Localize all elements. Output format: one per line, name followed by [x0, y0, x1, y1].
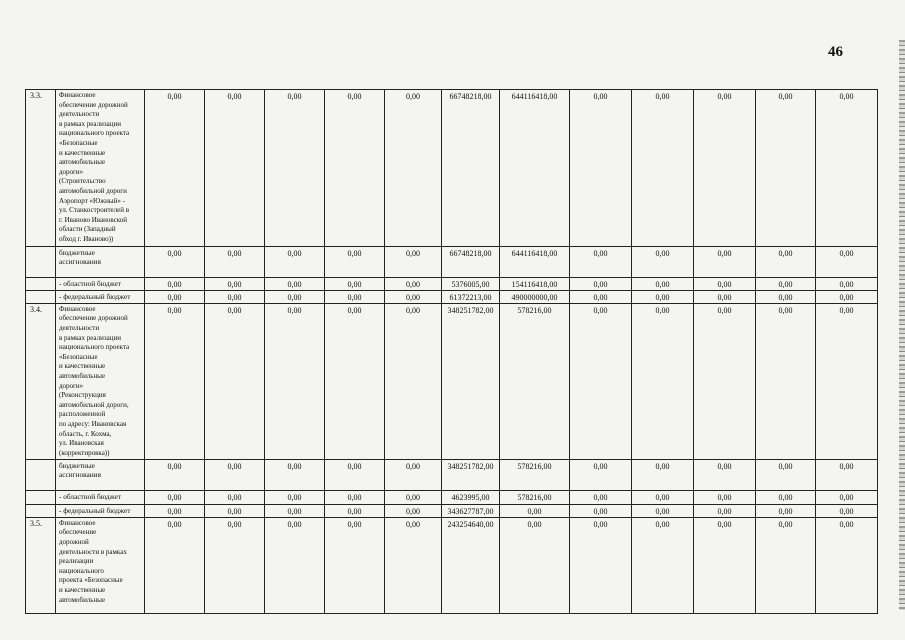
value-cell: 490000000,00 [500, 290, 570, 303]
value-cell: 0,00 [570, 277, 632, 290]
value-cell: 0,00 [570, 517, 632, 613]
value-cell: 0,00 [145, 491, 205, 504]
table-row [26, 246, 878, 277]
value-cell: 0,00 [570, 303, 632, 460]
value-cell: 0,00 [145, 290, 205, 303]
value-cell: 0,00 [570, 460, 632, 491]
value-cell: 348251782,00 [442, 460, 500, 491]
table-row [26, 517, 878, 613]
value-cell: 0,00 [145, 303, 205, 460]
value-cell: 0,00 [632, 277, 694, 290]
value-cell: 0,00 [570, 491, 632, 504]
value-cell: 0,00 [694, 90, 756, 247]
value-cell: 0,00 [145, 246, 205, 277]
value-cell: 0,00 [145, 517, 205, 613]
value-cell: 0,00 [816, 246, 878, 277]
value-cell: 0,00 [265, 277, 325, 290]
row-name: Финансовое обеспечение дорожной деятельности в рамках реализации национального проекта «Безопасные и качественные автомобильные [56, 517, 145, 613]
value-cell: 0,00 [694, 517, 756, 613]
row-index [26, 246, 56, 277]
value-cell: 0,00 [205, 491, 265, 504]
value-cell: 0,00 [756, 90, 816, 247]
value-cell: 0,00 [265, 90, 325, 247]
value-cell: 0,00 [694, 504, 756, 517]
value-cell: 0,00 [385, 460, 442, 491]
row-name: бюджетные ассигнования [56, 246, 145, 277]
value-cell: 0,00 [325, 90, 385, 247]
value-cell: 0,00 [816, 517, 878, 613]
table-row [26, 504, 878, 517]
value-cell: 0,00 [632, 303, 694, 460]
value-cell: 348251782,00 [442, 303, 500, 460]
value-cell: 0,00 [632, 460, 694, 491]
value-cell: 0,00 [816, 460, 878, 491]
value-cell: 4623995,00 [442, 491, 500, 504]
value-cell: 0,00 [385, 504, 442, 517]
value-cell: 0,00 [816, 290, 878, 303]
value-cell: 0,00 [694, 277, 756, 290]
row-name: Финансовое обеспечение дорожной деятельности в рамках реализации национального проекта «Безопасные и качественные автомобильные дороги» (Реконструкция автомобильной дороги, расположенной по адресу: Ивановская область, г. Кохма, ул. Ивановская (корректировка)) [56, 303, 145, 460]
value-cell: 0,00 [385, 90, 442, 247]
value-cell: 0,00 [632, 504, 694, 517]
value-cell: 0,00 [265, 460, 325, 491]
value-cell: 0,00 [325, 517, 385, 613]
value-cell: 0,00 [632, 90, 694, 247]
value-cell: 0,00 [265, 290, 325, 303]
row-index: 3.4. [26, 303, 56, 460]
value-cell: 0,00 [694, 290, 756, 303]
value-cell: 0,00 [265, 491, 325, 504]
value-cell: 0,00 [756, 290, 816, 303]
value-cell: 0,00 [756, 460, 816, 491]
value-cell: 0,00 [325, 303, 385, 460]
value-cell: 0,00 [265, 246, 325, 277]
value-cell: 0,00 [632, 491, 694, 504]
value-cell: 0,00 [500, 517, 570, 613]
value-cell: 0,00 [816, 303, 878, 460]
page-number: 46 [828, 44, 843, 60]
row-index [26, 460, 56, 491]
row-index [26, 491, 56, 504]
table-row [26, 277, 878, 290]
table-row [26, 303, 878, 460]
value-cell: 578216,00 [500, 303, 570, 460]
value-cell: 0,00 [325, 277, 385, 290]
value-cell: 0,00 [325, 491, 385, 504]
value-cell: 0,00 [816, 491, 878, 504]
table-row [26, 290, 878, 303]
value-cell: 0,00 [632, 517, 694, 613]
row-name: - федеральный бюджет [56, 504, 145, 517]
value-cell: 0,00 [325, 460, 385, 491]
row-name: Финансовое обеспечение дорожной деятельности в рамках реализации национального проекта «Безопасные и качественные автомобильные дороги» (Строительство автомобильной дороги Аэропорт «Южный» - ул. Станкостроителей в г. Иваново Ивановской области (Западный обход г. Иваново)) [56, 90, 145, 247]
value-cell: 0,00 [205, 517, 265, 613]
value-cell: 0,00 [145, 460, 205, 491]
row-name: - областной бюджет [56, 491, 145, 504]
value-cell: 0,00 [205, 90, 265, 247]
value-cell: 0,00 [385, 491, 442, 504]
budget-table [25, 89, 878, 614]
value-cell: 578216,00 [500, 491, 570, 504]
value-cell: 0,00 [385, 303, 442, 460]
value-cell: 0,00 [205, 504, 265, 517]
value-cell: 0,00 [265, 303, 325, 460]
value-cell: 0,00 [756, 277, 816, 290]
table-row [26, 460, 878, 491]
value-cell: 0,00 [385, 277, 442, 290]
value-cell: 154116418,00 [500, 277, 570, 290]
value-cell: 0,00 [500, 504, 570, 517]
value-cell: 578216,00 [500, 460, 570, 491]
value-cell: 0,00 [694, 460, 756, 491]
value-cell: 0,00 [205, 303, 265, 460]
scan-edge-artifact [899, 40, 905, 610]
value-cell: 61372213,00 [442, 290, 500, 303]
value-cell: 66748218,00 [442, 246, 500, 277]
value-cell: 0,00 [570, 290, 632, 303]
value-cell: 0,00 [145, 277, 205, 290]
value-cell: 0,00 [325, 504, 385, 517]
value-cell: 0,00 [205, 277, 265, 290]
row-index [26, 277, 56, 290]
value-cell: 0,00 [325, 290, 385, 303]
value-cell: 0,00 [816, 277, 878, 290]
row-index [26, 504, 56, 517]
value-cell: 0,00 [694, 246, 756, 277]
value-cell: 0,00 [756, 504, 816, 517]
value-cell: 0,00 [632, 290, 694, 303]
table-row [26, 90, 878, 247]
value-cell: 243254640,00 [442, 517, 500, 613]
table-row [26, 491, 878, 504]
value-cell: 644116418,00 [500, 246, 570, 277]
value-cell: 0,00 [325, 246, 385, 277]
value-cell: 0,00 [816, 504, 878, 517]
value-cell: 0,00 [205, 246, 265, 277]
value-cell: 0,00 [632, 246, 694, 277]
value-cell: 0,00 [756, 517, 816, 613]
value-cell: 343627787,00 [442, 504, 500, 517]
value-cell: 0,00 [694, 491, 756, 504]
value-cell: 0,00 [385, 246, 442, 277]
row-name: - областной бюджет [56, 277, 145, 290]
value-cell: 0,00 [756, 491, 816, 504]
value-cell: 0,00 [385, 290, 442, 303]
value-cell: 66748218,00 [442, 90, 500, 247]
value-cell: 0,00 [205, 460, 265, 491]
value-cell: 0,00 [756, 246, 816, 277]
value-cell: 0,00 [205, 290, 265, 303]
row-name: бюджетные ассигнования [56, 460, 145, 491]
value-cell: 0,00 [570, 90, 632, 247]
value-cell: 0,00 [385, 517, 442, 613]
value-cell: 644116418,00 [500, 90, 570, 247]
value-cell: 0,00 [756, 303, 816, 460]
table-body [26, 90, 878, 614]
value-cell: 0,00 [265, 517, 325, 613]
value-cell: 0,00 [145, 90, 205, 247]
value-cell: 0,00 [570, 504, 632, 517]
value-cell: 0,00 [816, 90, 878, 247]
value-cell: 0,00 [265, 504, 325, 517]
row-index [26, 290, 56, 303]
row-index: 3.5. [26, 517, 56, 613]
value-cell: 5376005,00 [442, 277, 500, 290]
row-index: 3.3. [26, 90, 56, 247]
value-cell: 0,00 [570, 246, 632, 277]
value-cell: 0,00 [145, 504, 205, 517]
row-name: - федеральный бюджет [56, 290, 145, 303]
value-cell: 0,00 [694, 303, 756, 460]
